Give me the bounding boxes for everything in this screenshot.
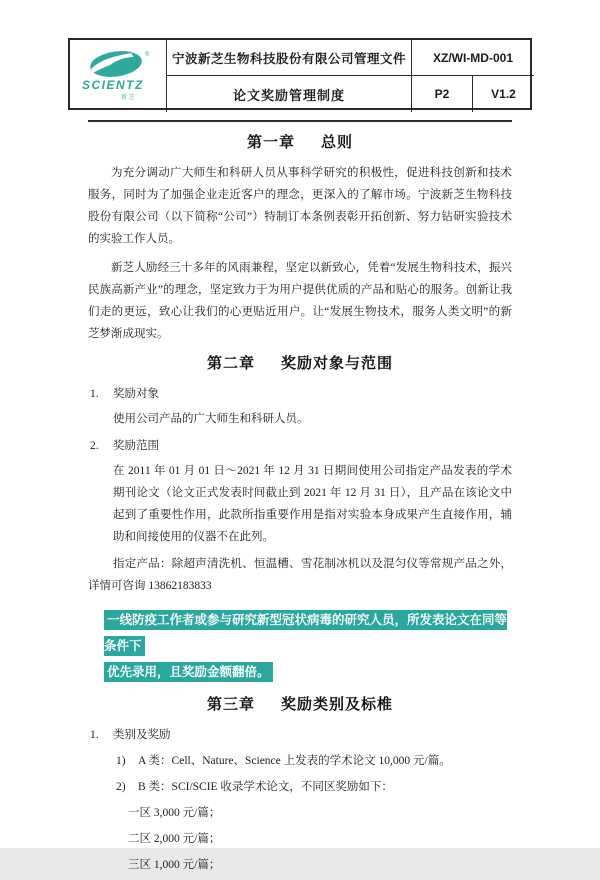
company-title-text: 宁波新芝生物科技股份有限公司管理文件 bbox=[171, 51, 406, 66]
doc-number-text: XZ/WI-MD-001 bbox=[432, 50, 513, 65]
sub-item-marker: 2) bbox=[116, 781, 126, 793]
header-doc-number bbox=[412, 40, 534, 76]
sub-item-text: B 类：SCI/SCIE 收录学术论文，不同区奖励如下： bbox=[138, 781, 393, 793]
version-text: V1.2 bbox=[491, 87, 516, 101]
document-body bbox=[88, 120, 512, 880]
scientz-logo bbox=[79, 49, 157, 103]
list-item-marker: 1. bbox=[90, 729, 99, 741]
list-item-marker: 2. bbox=[90, 440, 99, 452]
list-item-title: 类别及奖励 bbox=[113, 729, 171, 741]
header-divider-rule bbox=[88, 120, 512, 122]
designated-products-note: 指定产品：除超声清洗机、恒温槽、雪花制冰机以及混匀仪等常规产品之外，详情可咨询 13862183833 bbox=[88, 558, 512, 592]
sub-item-text: A 类：Cell、Nature、Science 上发表的学术论文 10,000 元/篇。 bbox=[138, 755, 451, 767]
chapter-3-number: 第三章 bbox=[206, 697, 255, 713]
reward-scope-body: 在 2011 年 01 月 01 日～2021 年 12 月 31 日期间使用公司指定产品发表的学术期刊论文（论文正式发表时间截止到 2021 年 12 月 31 日），且产品在该论文中起到了重要性作用，此款所指重要作用是指对实验本身成果产生直接作用，辅助和间接使用的仪器不在此列。 bbox=[113, 465, 512, 543]
header-version-cell bbox=[473, 76, 534, 112]
chapter-2-number: 第二章 bbox=[206, 356, 255, 372]
document-header-table bbox=[68, 38, 532, 110]
sub-item-class-b bbox=[116, 776, 512, 798]
sub-item-marker: 1) bbox=[116, 755, 126, 767]
reward-target-body: 使用公司产品的广大师生和科研人员。 bbox=[113, 413, 309, 425]
tier-reward-zone3: 三区 1,000 元/篇； bbox=[128, 859, 221, 871]
list-item-marker: 1. bbox=[90, 388, 99, 400]
logo-sub-text: 新 芝 bbox=[121, 95, 135, 101]
header-doc-subtitle bbox=[167, 76, 412, 112]
chapter-1-heading bbox=[88, 131, 512, 152]
logo-cell bbox=[70, 40, 167, 112]
chapter-1-paragraph: 为充分调动广大师生和科研人员从事科学研究的积极性，促进科技创新和技术服务，同时为了加强企业走近客户的理念，更深入的了解市场。宁波新芝生物科技股份有限公司（以下简称“公司”）特制订本条例表彰开拓创新、努力钻研实验技术的实验工作人员。 bbox=[88, 167, 512, 245]
chapter-1-number: 第一章 bbox=[246, 135, 295, 151]
header-page-cell bbox=[412, 76, 473, 112]
list-item-title: 奖励范围 bbox=[113, 440, 159, 452]
tier-reward-zone1: 一区 3,000 元/篇； bbox=[128, 807, 221, 819]
covid-priority-highlight bbox=[104, 607, 512, 685]
svg-text:®: ® bbox=[145, 52, 150, 58]
highlight-line bbox=[104, 607, 512, 659]
logo-brand-text: SCIENTZ bbox=[82, 78, 144, 92]
page-number-text: P2 bbox=[434, 87, 450, 101]
chapter-3-heading bbox=[88, 693, 512, 714]
scientz-logo-icon bbox=[79, 49, 157, 103]
list-item-title: 奖励对象 bbox=[113, 388, 159, 400]
tier-reward-zone2: 二区 2,000 元/篇； bbox=[128, 833, 221, 845]
highlight-text: 优先录用，且奖励金额翻倍。 bbox=[104, 662, 273, 682]
chapter-1-title: 总则 bbox=[321, 135, 354, 151]
highlight-line bbox=[104, 659, 512, 685]
sub-item-class-a bbox=[116, 750, 512, 772]
header-company-title bbox=[167, 40, 412, 76]
doc-subtitle-text: 论文奖励管理制度 bbox=[232, 87, 345, 103]
chapter-2-title: 奖励对象与范围 bbox=[281, 356, 394, 372]
chapter-1-paragraph: 新芝人励经三十多年的风雨兼程，坚定以新致心，凭着“发展生物科技术，振兴民族高新产业”的理念，坚定致力于为用户提供优质的产品和贴心的服务。创新让我们走的更远，致心让我们的心更贴近用户。让“发展生物技术，服务人类文明”的新芝梦渐成现实。 bbox=[88, 262, 512, 340]
highlight-text: 一线防疫工作者或参与研究新型冠状病毒的研究人员，所发表论文在同等条件下 bbox=[104, 610, 507, 656]
chapter-3-title: 奖励类别及标椎 bbox=[281, 697, 394, 713]
list-item-reward-target bbox=[90, 383, 512, 405]
list-item-reward-scope bbox=[90, 435, 512, 457]
list-item-category-reward bbox=[90, 724, 512, 746]
chapter-2-heading bbox=[88, 352, 512, 373]
